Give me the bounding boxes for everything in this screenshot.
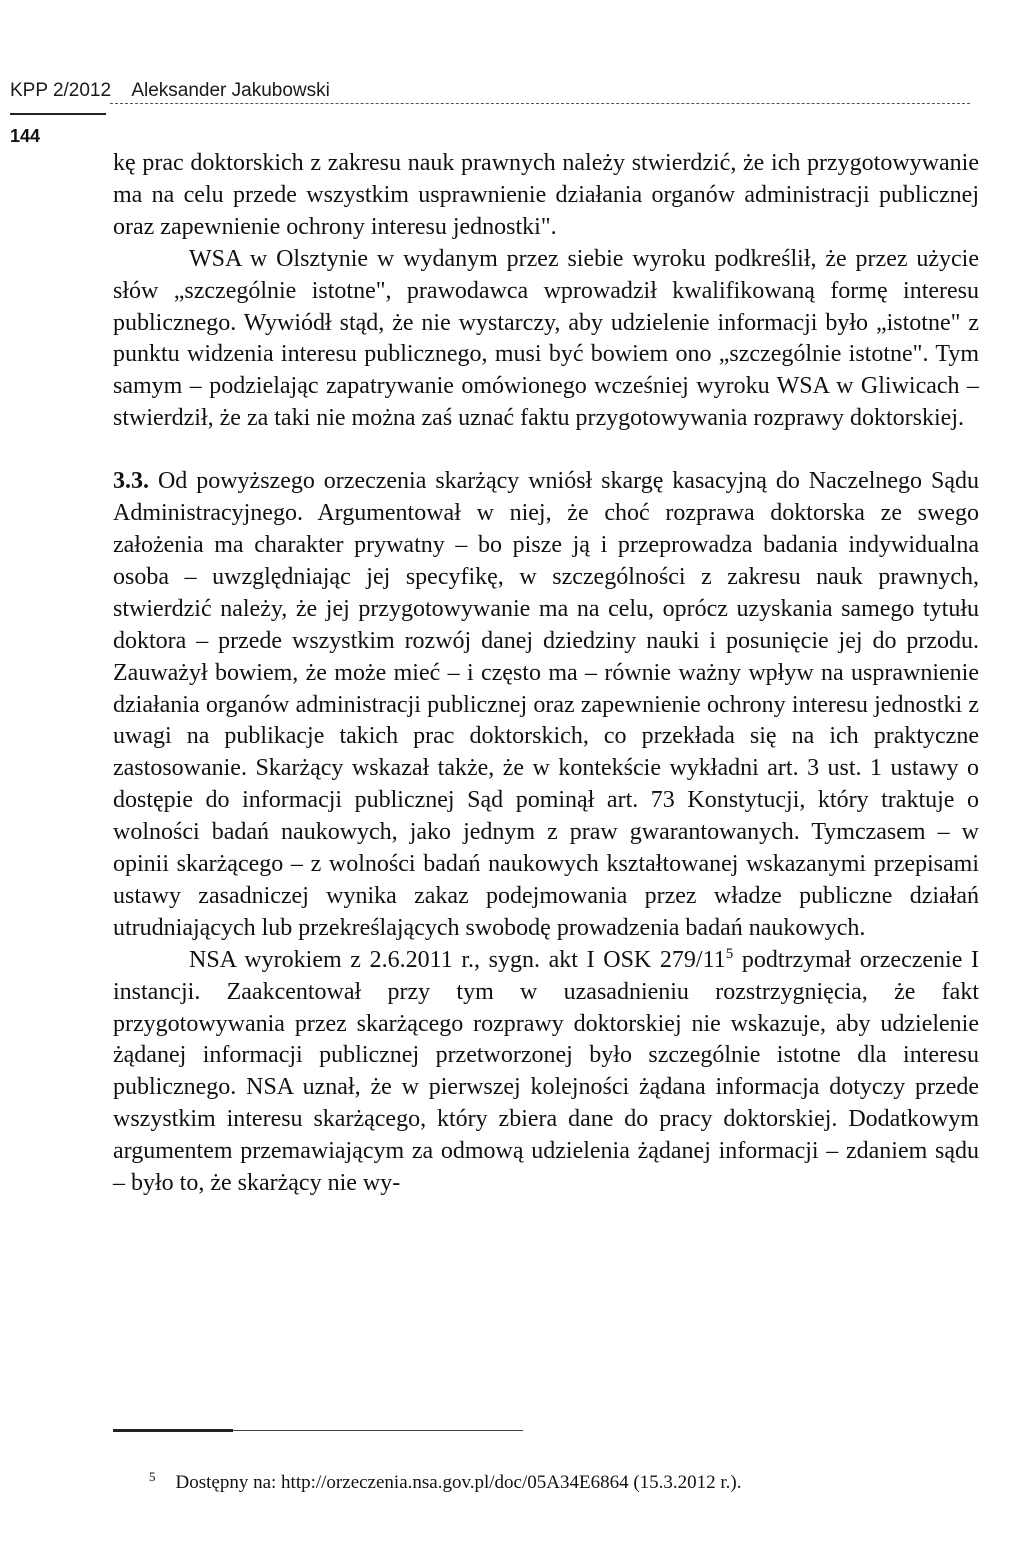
section-3-3-text: Od powyższego orzeczenia skarżący wniósł skargę kasacyjną do Naczelnego Sądu Administracyjnego. Argumentował w niej, że choć rozprawa doktorska ze swego założenia ma charakter prywatny – bo pisze ją i przeprowadza badania indywidualna osoba – uwzględniając jej specyfikę, w szczególności z zakresu nauk prawnych, stwierdzić należy, że jej przygotowywanie ma na celu, oprócz uzyskania samego tytułu doktora – przede wszystkim rozwój danej dziedziny nauki i posunięcie jej do przodu. Zauważył bowiem, że może mieć – i często ma – równie ważny wpływ na usprawnienie działania organów administracji publicznej oraz zapewnienie ochrony interesu jednostki z uwagi na publikacje takich prac doktorskich, co przekłada się na ich praktyczne zastosowanie. Skarżący wskazał także, że w kontekście wykładni art. 3 ust. 1 ustawy o dostępie do informacji publicznej Sąd pominął art. 73 Konstytucji, który traktuje o wolności badań naukowych, jako jednym z praw gwarantowanych. Tymczasem – w opinii skarżącego – z wolności badań naukowych kształtowanej wskazanymi przepisami ustawy zasadniczej wynika zakaz podejmowania przez władze publiczne działań utrudniających lub przekreślających swobodę prowadzenia badań naukowych.	[113, 468, 979, 941]
footnote	[149, 1468, 742, 1494]
paragraph-nsa-judgment	[113, 945, 979, 1200]
author-name: Aleksander Jakubowski	[131, 80, 330, 101]
footnote-text: Dostępny na: http://orzeczenia.nsa.gov.pl/doc/05A34E6864 (15.3.2012 r.).	[175, 1472, 742, 1493]
journal-issue: KPP 2/2012	[10, 80, 112, 101]
header-dashed-rule	[110, 103, 970, 104]
running-head	[10, 80, 330, 102]
page-number: 144	[10, 126, 41, 146]
header-rule	[10, 113, 106, 115]
article-body	[113, 148, 979, 1200]
footnote-mark: 5	[149, 1468, 156, 1484]
paragraph-section-3-3	[113, 466, 979, 945]
nsa-text-rest: podtrzymał orzeczenie I instancji. Zaakcentował przy tym w uzasadnieniu rozstrzygnięcia, że fakt przygotowywania przez skarżącego rozprawy doktorskiej nie wskazuje, aby udzielenie żądanej informacji publicznej przetworzonej było szczególnie istotne dla interesu publicznego. NSA uznał, że w pierwszej kolejności żądana informacja dotyczy przede wszystkim interesu skarżącego, który zbiera dane do pracy doktorskiej. Dodatkowym argumentem przemawiającym za odmową udzielenia żądanej informacji – zdaniem sądu – było to, że skarżący nie wy-	[113, 946, 979, 1197]
section-number: 3.3.	[113, 468, 149, 495]
footnote-separator-thick	[113, 1429, 233, 1432]
paragraph-continuation: kę prac doktorskich z zakresu nauk prawnych należy stwierdzić, że ich przygotowywanie ma na celu przede wszystkim usprawnienie działania organów administracji publicznej oraz zapewnienie ochrony interesu jednostki".	[113, 150, 979, 240]
nsa-text-start: NSA wyrokiem z 2.6.2011 r., sygn. akt I OSK 279/11	[189, 946, 726, 973]
paragraph-wsa-olsztyn: WSA w Olsztynie w wydanym przez siebie wyroku podkreślił, że przez użycie słów „szczególnie istotne", prawodawca wprowadził kwalifikowaną formę interesu publicznego. Wywiódł stąd, że nie wystarczy, aby udzielenie informacji było „istotne" z punktu widzenia interesu publicznego, musi być bowiem ono „szczególnie istotne". Tym samym – podzielając zapatrywanie omówionego wcześniej wyroku WSA w Gliwicach – stwierdził, że za taki nie można zaś uznać faktu przygotowywania rozprawy doktorskiej.	[113, 245, 979, 432]
footnote-reference: 5	[725, 945, 734, 962]
